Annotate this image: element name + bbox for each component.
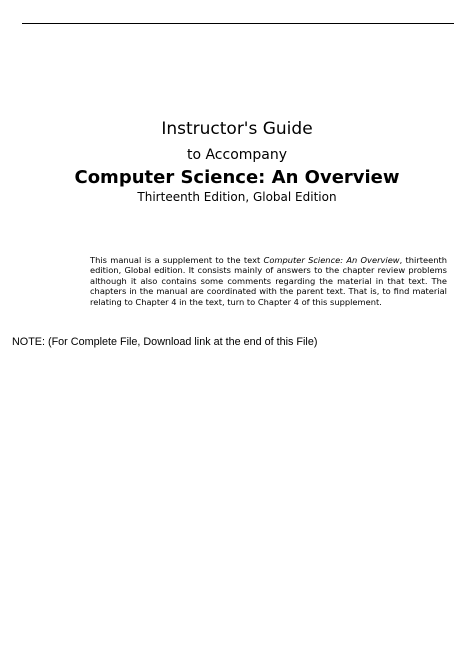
intro-paragraph: [90, 255, 447, 307]
edition-label: Thirteenth Edition, Global Edition: [137, 190, 337, 204]
guide-subtitle: to Accompany: [186, 147, 288, 163]
top-rule: [22, 23, 454, 24]
guide-title: Instructor's Guide: [161, 119, 313, 139]
intro-text-end: , thirteenth edition, Global edition. It consists mainly of answers to the chapter review problems although it also contains some comments regarding the material in that text. The chapters in the manual are coordinated with the parent text. That is, to find material relating to Chapter 4 in the text, turn to Chapter 4 of this supplement.: [90, 255, 447, 307]
intro-book-title: Computer Science: An Overview: [263, 255, 400, 265]
intro-text-start: This manual is a supplement to the text: [90, 255, 264, 265]
book-title: Computer Science: An Overview: [74, 167, 400, 188]
download-note: NOTE: (For Complete File, Download link at the end of this File): [12, 336, 318, 348]
